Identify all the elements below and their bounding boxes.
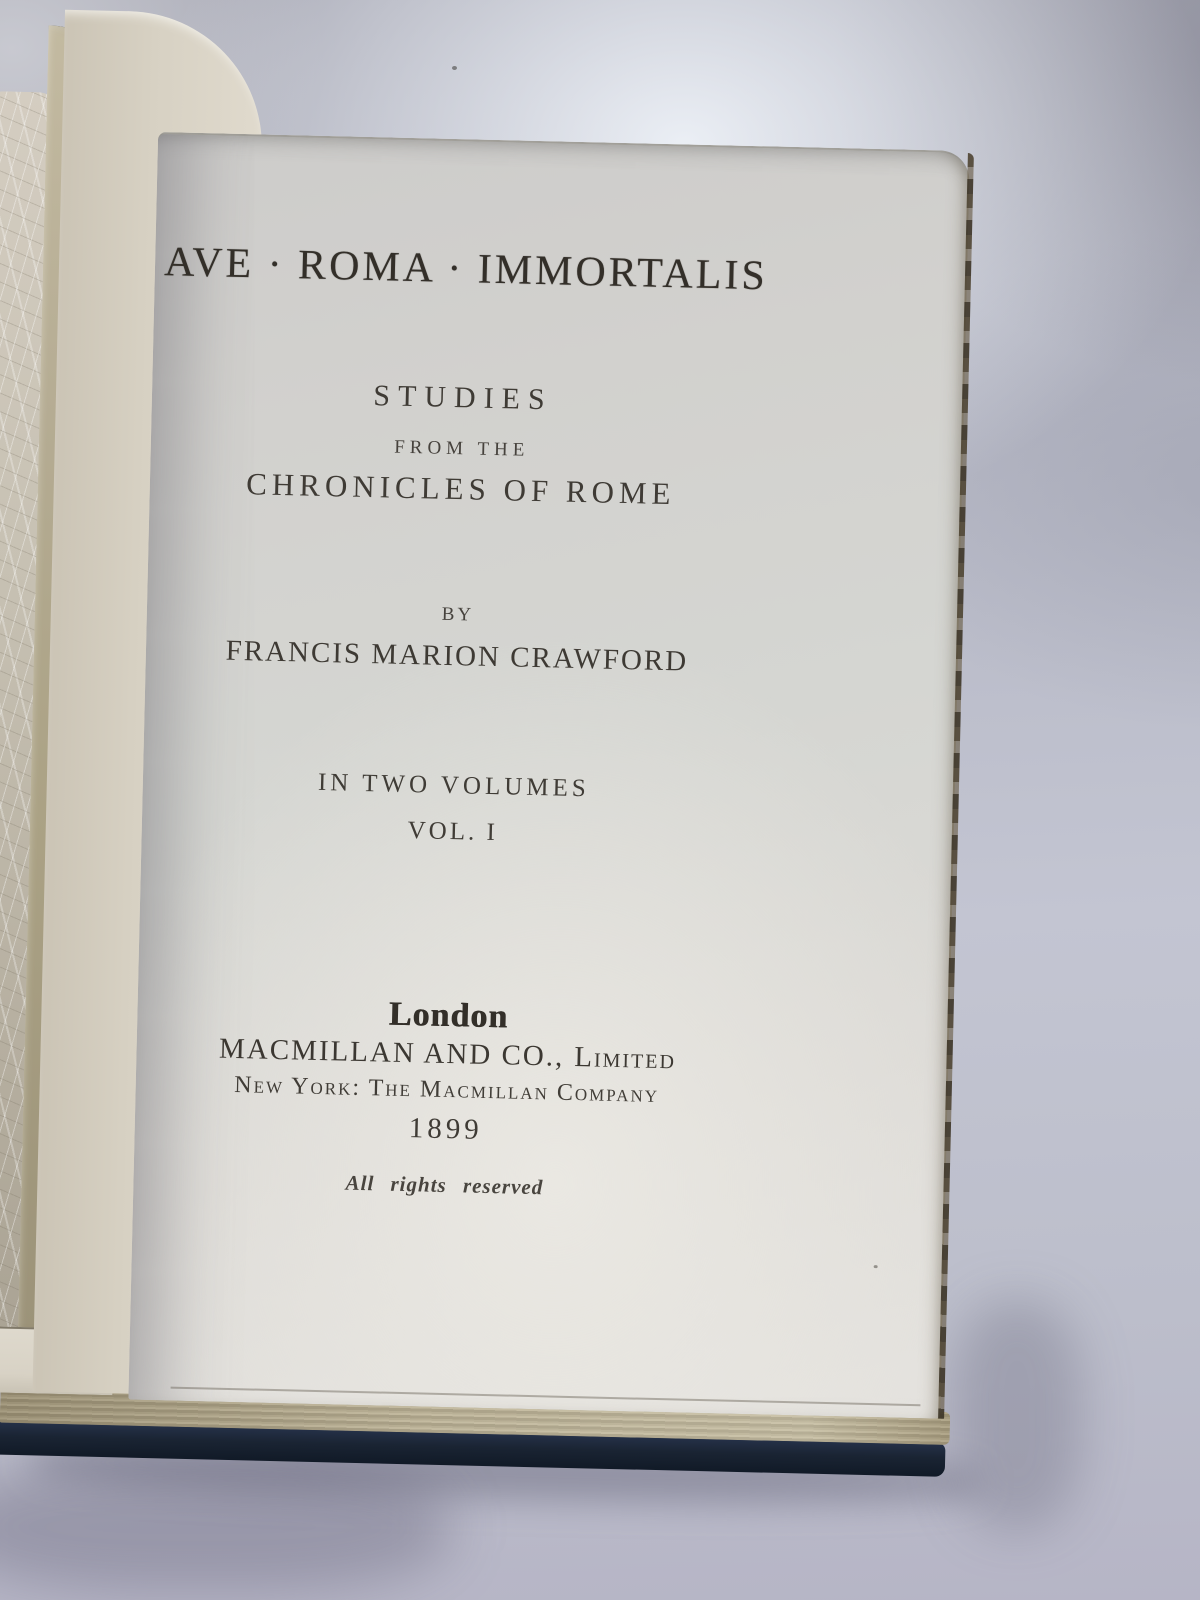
publisher-name-suffix: Limited [573, 1041, 677, 1076]
book-title: AVE · ROMA · IMMORTALIS [163, 239, 769, 300]
subtitle-chronicles: CHRONICLES OF ROME [245, 466, 676, 512]
publication-year: 1899 [408, 1112, 484, 1146]
title-page [128, 132, 970, 1419]
rights-notice: All rights reserved [345, 1170, 544, 1200]
publisher-name-main: MACMILLAN AND CO., [218, 1032, 565, 1073]
volumes-note: IN TWO VOLUMES [317, 768, 591, 803]
byline-label: BY [441, 603, 475, 626]
title-page-text [128, 134, 780, 1414]
subtitle-from-the: FROM THE [393, 436, 530, 461]
imprint-city: London [388, 995, 509, 1036]
background-speck [452, 66, 457, 70]
subtitle-studies: STUDIES [372, 379, 554, 417]
publisher-secondary: New York: The Macmillan Company [234, 1072, 660, 1109]
paper-speck [874, 1265, 878, 1268]
author-name: FRANCIS MARION CRAWFORD [225, 634, 689, 678]
volume-number: VOL. I [407, 817, 499, 847]
